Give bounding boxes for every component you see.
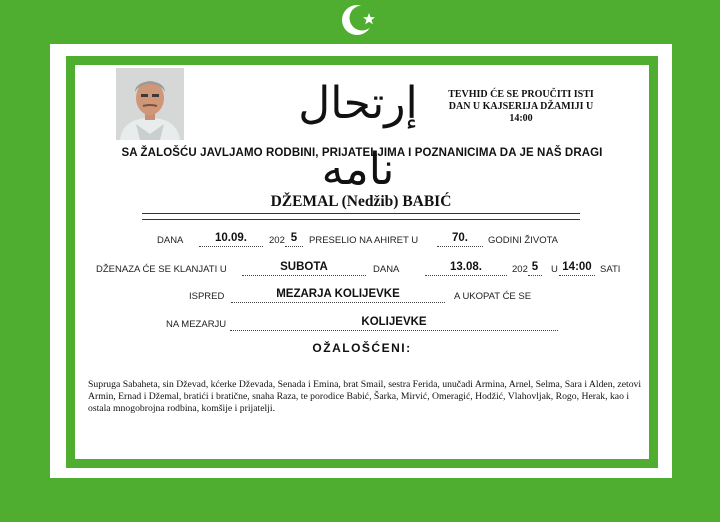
mourners-list: Supruga Sabaheta, sin Dževad, kćerke Dževada, Senada i Emina, brat Smail, sestra Ferida, unučadi Armina, Arnel, Selma, Sara i Alden, zetovi Armin, Ernad i Džemal, bratići i bratične, snaha Raza, te porodice Babić, Šarka, Mirvić, Omeragić, Hodžić, Vlahovljak, Rogo, Herak, kao i ostala mnogobrojna rodbina, komšije i prijatelji. [88,379,642,414]
name-double-rule [142,213,580,220]
funeral-time-field: 14:00 [559,260,595,276]
crescent-star-icon [340,2,382,38]
place-field: MEZARJA KOLIJEVKE [231,287,445,303]
funeral-year-field: 5 [528,260,542,276]
preselio-label: PRESELIO NA AHIRET U [309,235,419,246]
funeral-dana-label: DANA [373,264,400,275]
age-field: 70. [437,231,483,247]
funeral-year-prefix: 202 [512,264,528,275]
funeral-day-field: SUBOTA [242,260,366,276]
tevhid-note: TEVHID ĆE SE PROUČITI ISTI DAN U KAJSERIJA DŽAMIJI U 14:00 [448,89,594,124]
godini-label: GODINI ŽIVOTA [488,235,559,246]
obituary-card [75,65,649,459]
sati-label: SATI [600,264,621,275]
arabic-title: إرتحال نامه [298,78,418,195]
death-year-prefix: 202 [269,235,285,246]
dzenaza-label: DŽENAZA ĆE SE KLANJATI U [96,264,227,275]
deceased-name: DŽEMAL (Nedžib) BABIĆ [270,193,452,210]
funeral-u-label: U [551,264,558,275]
ispred-label: ISPRED [189,291,225,302]
death-dana-label: DANA [157,235,184,246]
cemetery-field: KOLIJEVKE [230,315,558,331]
death-year-field: 5 [285,231,303,247]
na-mezarju-label: NA MEZARJU [166,319,227,330]
ukopat-label: A UKOPAT ĆE SE [454,291,532,302]
funeral-date-field: 13.08. [425,260,507,276]
deceased-photo [116,68,184,140]
death-date-field: 10.09. [199,231,263,247]
mourners-heading: OŽALOŠĆENI: [312,341,412,355]
announcement-intro: SA ŽALOŠĆU JAVLJAMO RODBINI, PRIJATELJIMA I POZNANICIMA DA JE NAŠ DRAGI [121,147,603,159]
